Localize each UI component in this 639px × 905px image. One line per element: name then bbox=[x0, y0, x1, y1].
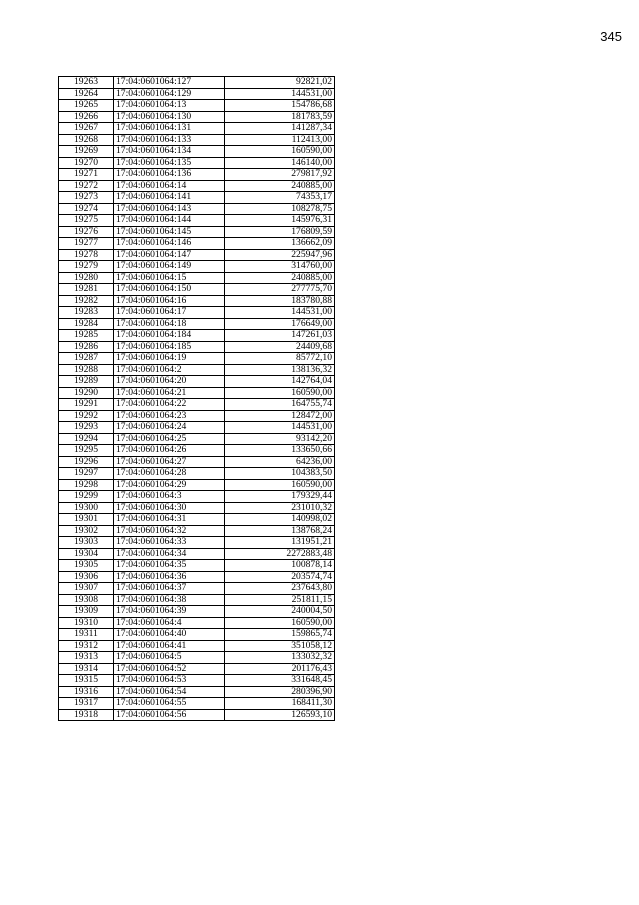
row-number-cell: 19304 bbox=[59, 548, 114, 560]
row-number-cell: 19266 bbox=[59, 111, 114, 123]
cadastral-number-cell: 17:04:0601064:19 bbox=[114, 353, 225, 365]
row-number-cell: 19316 bbox=[59, 686, 114, 698]
row-number-cell: 19273 bbox=[59, 192, 114, 204]
cadastral-value-table bbox=[58, 76, 335, 721]
row-number-cell: 19313 bbox=[59, 652, 114, 664]
cadastral-value-cell: 147261,03 bbox=[225, 330, 335, 342]
cadastral-number-cell: 17:04:0601064:184 bbox=[114, 330, 225, 342]
table-row bbox=[59, 479, 335, 491]
cadastral-value-cell: 2272883,48 bbox=[225, 548, 335, 560]
cadastral-value-cell: 146140,00 bbox=[225, 157, 335, 169]
cadastral-value-cell: 112413,00 bbox=[225, 134, 335, 146]
cadastral-value-cell: 277775,70 bbox=[225, 284, 335, 296]
cadastral-number-cell: 17:04:0601064:131 bbox=[114, 123, 225, 135]
row-number-cell: 19303 bbox=[59, 537, 114, 549]
cadastral-value-cell: 154786,68 bbox=[225, 100, 335, 112]
table-row bbox=[59, 560, 335, 572]
table-row bbox=[59, 307, 335, 319]
cadastral-value-cell: 225947,96 bbox=[225, 249, 335, 261]
cadastral-value-cell: 160590,00 bbox=[225, 146, 335, 158]
table-row bbox=[59, 330, 335, 342]
table-row bbox=[59, 525, 335, 537]
cadastral-number-cell: 17:04:0601064:135 bbox=[114, 157, 225, 169]
cadastral-number-cell: 17:04:0601064:31 bbox=[114, 514, 225, 526]
row-number-cell: 19292 bbox=[59, 410, 114, 422]
cadastral-number-cell: 17:04:0601064:143 bbox=[114, 203, 225, 215]
row-number-cell: 19305 bbox=[59, 560, 114, 572]
table-row bbox=[59, 445, 335, 457]
cadastral-value-cell: 145976,31 bbox=[225, 215, 335, 227]
cadastral-value-cell: 144531,00 bbox=[225, 88, 335, 100]
table-row bbox=[59, 341, 335, 353]
table-row bbox=[59, 629, 335, 641]
cadastral-value-cell: 351058,12 bbox=[225, 640, 335, 652]
row-number-cell: 19271 bbox=[59, 169, 114, 181]
table-row bbox=[59, 537, 335, 549]
row-number-cell: 19290 bbox=[59, 387, 114, 399]
table-row bbox=[59, 652, 335, 664]
cadastral-value-cell: 251811,15 bbox=[225, 594, 335, 606]
cadastral-value-cell: 201176,43 bbox=[225, 663, 335, 675]
row-number-cell: 19293 bbox=[59, 422, 114, 434]
table-row bbox=[59, 456, 335, 468]
cadastral-value-cell: 168411,30 bbox=[225, 698, 335, 710]
table-row bbox=[59, 134, 335, 146]
cadastral-number-cell: 17:04:0601064:36 bbox=[114, 571, 225, 583]
cadastral-value-cell: 280396,90 bbox=[225, 686, 335, 698]
cadastral-value-cell: 64236,00 bbox=[225, 456, 335, 468]
cadastral-number-cell: 17:04:0601064:30 bbox=[114, 502, 225, 514]
row-number-cell: 19265 bbox=[59, 100, 114, 112]
table-row bbox=[59, 606, 335, 618]
row-number-cell: 19281 bbox=[59, 284, 114, 296]
cadastral-value-cell: 159865,74 bbox=[225, 629, 335, 641]
row-number-cell: 19289 bbox=[59, 376, 114, 388]
cadastral-value-cell: 279817,92 bbox=[225, 169, 335, 181]
row-number-cell: 19314 bbox=[59, 663, 114, 675]
cadastral-number-cell: 17:04:0601064:27 bbox=[114, 456, 225, 468]
row-number-cell: 19312 bbox=[59, 640, 114, 652]
cadastral-number-cell: 17:04:0601064:145 bbox=[114, 226, 225, 238]
cadastral-number-cell: 17:04:0601064:130 bbox=[114, 111, 225, 123]
cadastral-value-cell: 93142,20 bbox=[225, 433, 335, 445]
table-row bbox=[59, 123, 335, 135]
row-number-cell: 19283 bbox=[59, 307, 114, 319]
cadastral-value-cell: 240885,00 bbox=[225, 272, 335, 284]
row-number-cell: 19275 bbox=[59, 215, 114, 227]
table-row bbox=[59, 100, 335, 112]
row-number-cell: 19272 bbox=[59, 180, 114, 192]
table-row bbox=[59, 249, 335, 261]
table-row bbox=[59, 675, 335, 687]
row-number-cell: 19286 bbox=[59, 341, 114, 353]
cadastral-value-cell: 100878,14 bbox=[225, 560, 335, 572]
cadastral-number-cell: 17:04:0601064:3 bbox=[114, 491, 225, 503]
row-number-cell: 19267 bbox=[59, 123, 114, 135]
row-number-cell: 19309 bbox=[59, 606, 114, 618]
table-row bbox=[59, 169, 335, 181]
cadastral-value-cell: 240004,50 bbox=[225, 606, 335, 618]
row-number-cell: 19288 bbox=[59, 364, 114, 376]
table-row bbox=[59, 571, 335, 583]
cadastral-number-cell: 17:04:0601064:150 bbox=[114, 284, 225, 296]
table-row bbox=[59, 698, 335, 710]
cadastral-number-cell: 17:04:0601064:40 bbox=[114, 629, 225, 641]
cadastral-number-cell: 17:04:0601064:13 bbox=[114, 100, 225, 112]
row-number-cell: 19282 bbox=[59, 295, 114, 307]
table-row bbox=[59, 180, 335, 192]
cadastral-value-cell: 160590,00 bbox=[225, 479, 335, 491]
table-body bbox=[59, 77, 335, 721]
table-row bbox=[59, 238, 335, 250]
table-row bbox=[59, 192, 335, 204]
cadastral-number-cell: 17:04:0601064:134 bbox=[114, 146, 225, 158]
table-row bbox=[59, 663, 335, 675]
table-row bbox=[59, 468, 335, 480]
cadastral-value-cell: 314760,00 bbox=[225, 261, 335, 273]
row-number-cell: 19298 bbox=[59, 479, 114, 491]
row-number-cell: 19291 bbox=[59, 399, 114, 411]
cadastral-value-cell: 179329,44 bbox=[225, 491, 335, 503]
cadastral-number-cell: 17:04:0601064:41 bbox=[114, 640, 225, 652]
cadastral-value-cell: 140998,02 bbox=[225, 514, 335, 526]
cadastral-value-cell: 176809,59 bbox=[225, 226, 335, 238]
cadastral-value-cell: 164755,74 bbox=[225, 399, 335, 411]
cadastral-value-cell: 181783,59 bbox=[225, 111, 335, 123]
table-row bbox=[59, 203, 335, 215]
row-number-cell: 19307 bbox=[59, 583, 114, 595]
cadastral-number-cell: 17:04:0601064:17 bbox=[114, 307, 225, 319]
cadastral-number-cell: 17:04:0601064:133 bbox=[114, 134, 225, 146]
row-number-cell: 19301 bbox=[59, 514, 114, 526]
table-row bbox=[59, 146, 335, 158]
cadastral-number-cell: 17:04:0601064:24 bbox=[114, 422, 225, 434]
cadastral-value-cell: 231010,32 bbox=[225, 502, 335, 514]
cadastral-value-cell: 160590,00 bbox=[225, 617, 335, 629]
row-number-cell: 19277 bbox=[59, 238, 114, 250]
cadastral-value-cell: 160590,00 bbox=[225, 387, 335, 399]
cadastral-number-cell: 17:04:0601064:25 bbox=[114, 433, 225, 445]
cadastral-number-cell: 17:04:0601064:18 bbox=[114, 318, 225, 330]
cadastral-number-cell: 17:04:0601064:55 bbox=[114, 698, 225, 710]
cadastral-value-cell: 331648,45 bbox=[225, 675, 335, 687]
table-row bbox=[59, 111, 335, 123]
cadastral-value-cell: 240885,00 bbox=[225, 180, 335, 192]
table-row bbox=[59, 410, 335, 422]
cadastral-value-cell: 142764,04 bbox=[225, 376, 335, 388]
table-row bbox=[59, 491, 335, 503]
row-number-cell: 19263 bbox=[59, 77, 114, 89]
table-row bbox=[59, 686, 335, 698]
table-row bbox=[59, 433, 335, 445]
cadastral-number-cell: 17:04:0601064:37 bbox=[114, 583, 225, 595]
cadastral-value-cell: 138136,32 bbox=[225, 364, 335, 376]
row-number-cell: 19276 bbox=[59, 226, 114, 238]
cadastral-number-cell: 17:04:0601064:22 bbox=[114, 399, 225, 411]
cadastral-number-cell: 17:04:0601064:56 bbox=[114, 709, 225, 721]
cadastral-value-cell: 144531,00 bbox=[225, 422, 335, 434]
cadastral-number-cell: 17:04:0601064:33 bbox=[114, 537, 225, 549]
table-row bbox=[59, 318, 335, 330]
cadastral-value-cell: 24409,68 bbox=[225, 341, 335, 353]
table-row bbox=[59, 502, 335, 514]
cadastral-value-cell: 136662,09 bbox=[225, 238, 335, 250]
row-number-cell: 19317 bbox=[59, 698, 114, 710]
table-row bbox=[59, 88, 335, 100]
table-row bbox=[59, 353, 335, 365]
table-row bbox=[59, 594, 335, 606]
cadastral-number-cell: 17:04:0601064:28 bbox=[114, 468, 225, 480]
row-number-cell: 19284 bbox=[59, 318, 114, 330]
cadastral-value-cell: 128472,00 bbox=[225, 410, 335, 422]
cadastral-value-cell: 144531,00 bbox=[225, 307, 335, 319]
table-row bbox=[59, 295, 335, 307]
row-number-cell: 19269 bbox=[59, 146, 114, 158]
table-row bbox=[59, 387, 335, 399]
row-number-cell: 19315 bbox=[59, 675, 114, 687]
row-number-cell: 19299 bbox=[59, 491, 114, 503]
cadastral-value-cell: 108278,75 bbox=[225, 203, 335, 215]
cadastral-number-cell: 17:04:0601064:29 bbox=[114, 479, 225, 491]
cadastral-value-cell: 131951,21 bbox=[225, 537, 335, 549]
table-row bbox=[59, 548, 335, 560]
table-row bbox=[59, 640, 335, 652]
cadastral-number-cell: 17:04:0601064:185 bbox=[114, 341, 225, 353]
cadastral-number-cell: 17:04:0601064:136 bbox=[114, 169, 225, 181]
cadastral-value-cell: 133032,32 bbox=[225, 652, 335, 664]
row-number-cell: 19268 bbox=[59, 134, 114, 146]
cadastral-number-cell: 17:04:0601064:15 bbox=[114, 272, 225, 284]
row-number-cell: 19311 bbox=[59, 629, 114, 641]
row-number-cell: 19300 bbox=[59, 502, 114, 514]
cadastral-value-cell: 138768,24 bbox=[225, 525, 335, 537]
row-number-cell: 19279 bbox=[59, 261, 114, 273]
cadastral-number-cell: 17:04:0601064:32 bbox=[114, 525, 225, 537]
cadastral-value-cell: 176649,00 bbox=[225, 318, 335, 330]
row-number-cell: 19264 bbox=[59, 88, 114, 100]
cadastral-value-cell: 203574,74 bbox=[225, 571, 335, 583]
row-number-cell: 19296 bbox=[59, 456, 114, 468]
table-row bbox=[59, 514, 335, 526]
page-number: 345 bbox=[600, 29, 622, 44]
cadastral-value-cell: 92821,02 bbox=[225, 77, 335, 89]
cadastral-number-cell: 17:04:0601064:23 bbox=[114, 410, 225, 422]
table-row bbox=[59, 399, 335, 411]
cadastral-value-cell: 237643,80 bbox=[225, 583, 335, 595]
cadastral-number-cell: 17:04:0601064:53 bbox=[114, 675, 225, 687]
table-row bbox=[59, 261, 335, 273]
row-number-cell: 19285 bbox=[59, 330, 114, 342]
cadastral-number-cell: 17:04:0601064:4 bbox=[114, 617, 225, 629]
table-row bbox=[59, 422, 335, 434]
row-number-cell: 19295 bbox=[59, 445, 114, 457]
row-number-cell: 19270 bbox=[59, 157, 114, 169]
cadastral-value-cell: 85772,10 bbox=[225, 353, 335, 365]
cadastral-number-cell: 17:04:0601064:146 bbox=[114, 238, 225, 250]
cadastral-value-cell: 126593,10 bbox=[225, 709, 335, 721]
table-row bbox=[59, 364, 335, 376]
row-number-cell: 19287 bbox=[59, 353, 114, 365]
cadastral-number-cell: 17:04:0601064:144 bbox=[114, 215, 225, 227]
table-row bbox=[59, 284, 335, 296]
table-row bbox=[59, 617, 335, 629]
row-number-cell: 19318 bbox=[59, 709, 114, 721]
cadastral-number-cell: 17:04:0601064:35 bbox=[114, 560, 225, 572]
row-number-cell: 19280 bbox=[59, 272, 114, 284]
row-number-cell: 19306 bbox=[59, 571, 114, 583]
cadastral-number-cell: 17:04:0601064:129 bbox=[114, 88, 225, 100]
cadastral-value-cell: 141287,34 bbox=[225, 123, 335, 135]
cadastral-number-cell: 17:04:0601064:34 bbox=[114, 548, 225, 560]
cadastral-number-cell: 17:04:0601064:2 bbox=[114, 364, 225, 376]
cadastral-number-cell: 17:04:0601064:5 bbox=[114, 652, 225, 664]
table-row bbox=[59, 583, 335, 595]
cadastral-value-cell: 183780,88 bbox=[225, 295, 335, 307]
row-number-cell: 19310 bbox=[59, 617, 114, 629]
table-row bbox=[59, 272, 335, 284]
cadastral-number-cell: 17:04:0601064:14 bbox=[114, 180, 225, 192]
row-number-cell: 19278 bbox=[59, 249, 114, 261]
row-number-cell: 19308 bbox=[59, 594, 114, 606]
table-row bbox=[59, 157, 335, 169]
cadastral-number-cell: 17:04:0601064:38 bbox=[114, 594, 225, 606]
table-row bbox=[59, 77, 335, 89]
row-number-cell: 19294 bbox=[59, 433, 114, 445]
cadastral-value-cell: 133650,66 bbox=[225, 445, 335, 457]
row-number-cell: 19274 bbox=[59, 203, 114, 215]
cadastral-number-cell: 17:04:0601064:20 bbox=[114, 376, 225, 388]
cadastral-number-cell: 17:04:0601064:21 bbox=[114, 387, 225, 399]
cadastral-number-cell: 17:04:0601064:16 bbox=[114, 295, 225, 307]
table-row bbox=[59, 709, 335, 721]
cadastral-number-cell: 17:04:0601064:54 bbox=[114, 686, 225, 698]
cadastral-number-cell: 17:04:0601064:39 bbox=[114, 606, 225, 618]
cadastral-number-cell: 17:04:0601064:52 bbox=[114, 663, 225, 675]
cadastral-value-cell: 104383,50 bbox=[225, 468, 335, 480]
row-number-cell: 19302 bbox=[59, 525, 114, 537]
cadastral-number-cell: 17:04:0601064:127 bbox=[114, 77, 225, 89]
cadastral-value-cell: 74353,17 bbox=[225, 192, 335, 204]
cadastral-number-cell: 17:04:0601064:149 bbox=[114, 261, 225, 273]
cadastral-number-cell: 17:04:0601064:147 bbox=[114, 249, 225, 261]
table-row bbox=[59, 226, 335, 238]
table-row bbox=[59, 215, 335, 227]
cadastral-number-cell: 17:04:0601064:26 bbox=[114, 445, 225, 457]
table-row bbox=[59, 376, 335, 388]
row-number-cell: 19297 bbox=[59, 468, 114, 480]
cadastral-number-cell: 17:04:0601064:141 bbox=[114, 192, 225, 204]
